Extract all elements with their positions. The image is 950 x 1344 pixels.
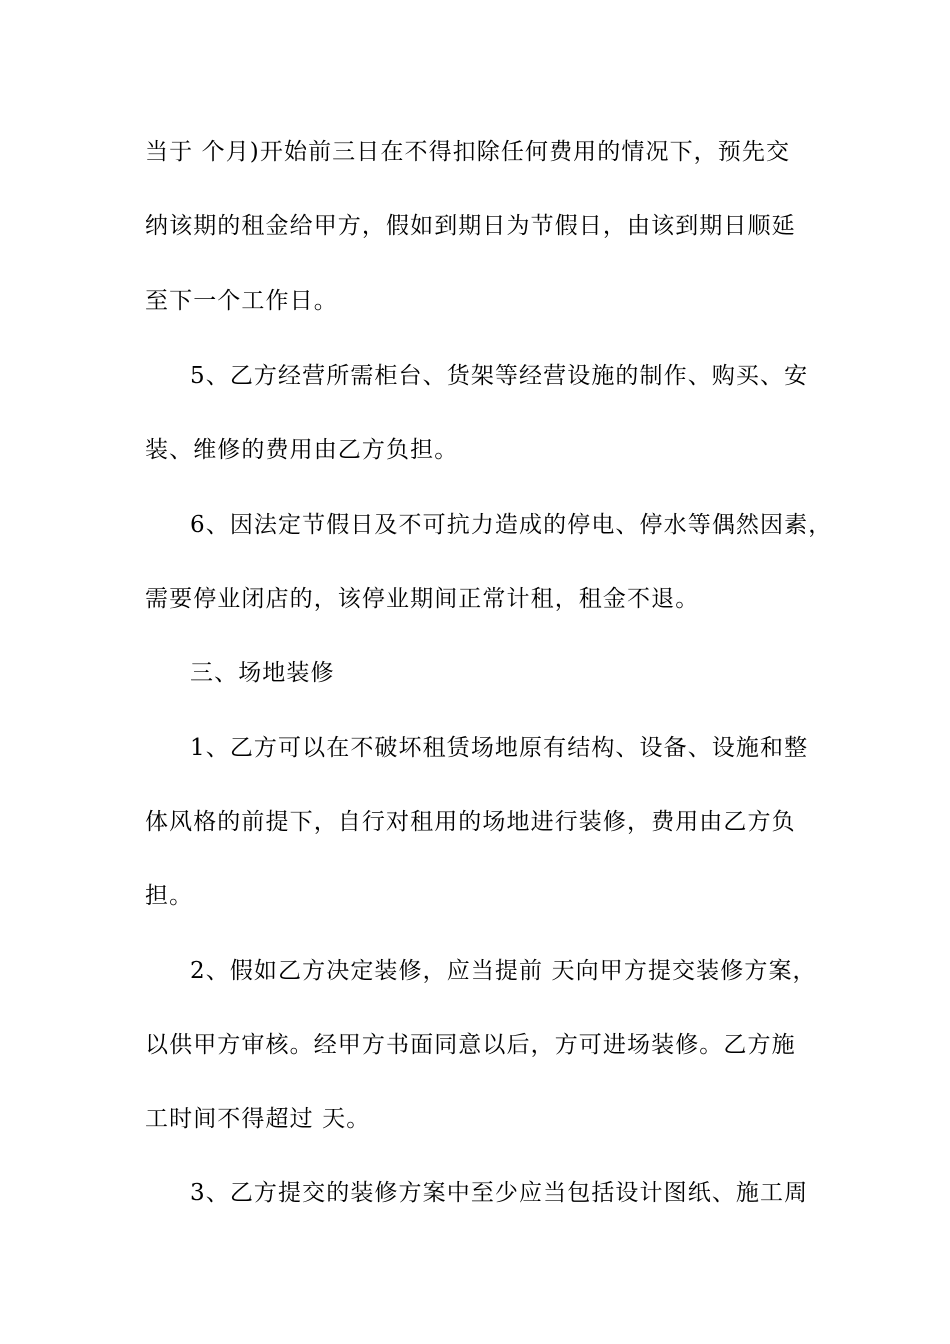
paragraph-line: 3、乙方提交的装修方案中至少应当包括设计图纸、施工周: [190, 1180, 809, 1206]
paragraph-line: 6、因法定节假日及不可抗力造成的停电、停水等偶然因素，: [190, 512, 833, 538]
paragraph-line: 5、乙方经营所需柜台、货架等经营设施的制作、购买、安: [190, 363, 809, 389]
paragraph-line: 担。: [145, 883, 194, 909]
paragraph-line: 当于 个月)开始前三日在不得扣除任何费用的情况下，预先交: [145, 139, 791, 165]
paragraph-line: 以供甲方审核。经甲方书面同意以后，方可进场装修。乙方施: [145, 1032, 796, 1058]
paragraph-line: 2、假如乙方决定装修，应当提前 天向甲方提交装修方案，: [190, 958, 817, 984]
section-heading: 三、场地装修: [190, 660, 335, 686]
paragraph-line: 需要停业闭店的，该停业期间正常计租，租金不退。: [145, 586, 700, 612]
paragraph-line: 装、维修的费用由乙方负担。: [145, 437, 459, 463]
paragraph-line: 纳该期的租金给甲方，假如到期日为节假日，由该到期日顺延: [145, 213, 796, 239]
paragraph-line: 1、乙方可以在不破坏租赁场地原有结构、设备、设施和整: [190, 735, 809, 761]
paragraph-line: 工时间不得超过 天。: [145, 1106, 371, 1132]
paragraph-line: 体风格的前提下，自行对租用的场地进行装修，费用由乙方负: [145, 809, 796, 835]
paragraph-line: 至下一个工作日。: [145, 288, 338, 314]
